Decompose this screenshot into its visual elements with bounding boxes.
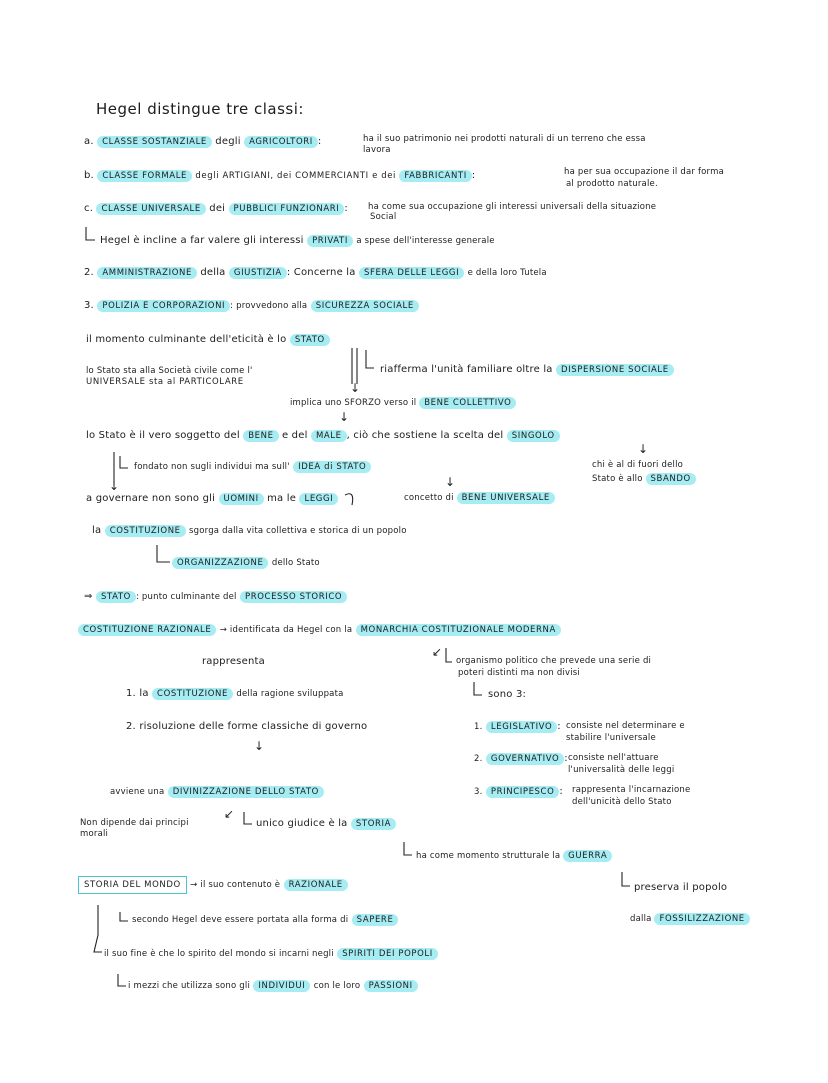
text: degli ARTIGIANI, dei COMMERCIANTI e dei — [195, 171, 396, 181]
sapere — [132, 914, 398, 926]
potere-3-desc2: dell'unicità dello Stato — [572, 797, 672, 807]
highlight: FABBRICANTI — [399, 170, 471, 182]
potere-3: 3. PRINCIPESCO : — [474, 786, 563, 797]
up-arrow-icon: ↙ — [224, 807, 235, 821]
text: ha come momento strutturale la — [416, 851, 561, 861]
stato-societa-2: UNIVERSALE sta al PARTICOLARE — [86, 377, 244, 387]
highlight: STATO — [96, 591, 136, 603]
highlight: SFERA DELLE LEGGI — [359, 267, 464, 279]
text: Hegel è incline a far valere gli interessi — [100, 235, 304, 246]
text: secondo Hegel deve essere portata alla forma di — [132, 915, 349, 925]
marker: 2. — [474, 754, 483, 764]
highlight: AMMINISTRAZIONE — [97, 267, 197, 279]
text: la — [92, 525, 102, 536]
text: : provvedono alla — [230, 301, 308, 311]
marker: 3. — [84, 300, 94, 311]
hook-connector — [244, 812, 252, 824]
highlight: INDIVIDUI — [253, 980, 310, 992]
text: dalla — [630, 914, 652, 924]
hook-connector — [157, 545, 170, 562]
highlight: AGRICOLTORI — [244, 136, 318, 148]
stato-societa: lo Stato sta alla Società civile come l' — [86, 366, 253, 376]
punto-2 — [84, 267, 547, 279]
marker: 1. — [474, 722, 483, 732]
rappresenta: rappresenta — [202, 656, 265, 667]
giudice — [256, 818, 396, 830]
highlight: BENE COLLETTIVO — [419, 397, 516, 409]
up-arrow-icon: ↙ — [432, 645, 443, 659]
marker: 3. — [474, 787, 483, 797]
non-dipende-2: morali — [80, 829, 109, 839]
costituzione-razionale — [78, 624, 561, 636]
hook-connector — [94, 905, 102, 952]
down-arrow-icon: ↓ — [638, 442, 649, 456]
concetto — [404, 493, 555, 503]
highlight: MONARCHIA COSTITUZIONALE MODERNA — [356, 624, 561, 636]
marker: ⇒ — [84, 591, 93, 602]
vero-soggetto — [86, 430, 560, 442]
text: dei — [209, 203, 226, 214]
potere-3-desc: rappresenta l'incarnazione — [572, 785, 691, 795]
hook-connector — [622, 872, 630, 886]
text: il momento culminante dell'eticità è lo — [86, 334, 287, 345]
highlight: STORIA — [351, 818, 396, 830]
text: e della loro Tutela — [467, 268, 547, 278]
culmine — [86, 334, 330, 346]
text: a spese dell'interesse generale — [356, 236, 495, 246]
organizzazione — [172, 557, 320, 569]
hook-connector — [120, 912, 128, 921]
text: degli — [215, 136, 241, 147]
text: → identificata da Hegel con la — [219, 625, 353, 635]
highlight: IDEA di STATO — [293, 461, 371, 473]
text: a governare non sono gli — [86, 493, 216, 504]
fuori-2 — [592, 474, 696, 484]
text: con le loro — [313, 981, 361, 991]
classe-c-desc: ha come sua occupazione gli interessi universali della situazione — [368, 202, 657, 212]
highlight: STATO — [290, 334, 330, 346]
marker: b. — [84, 170, 94, 181]
marker: 2. — [84, 267, 94, 278]
organismo-2: poteri distinti ma non divisi — [458, 668, 580, 678]
hook-connector — [366, 350, 374, 368]
classe-c: c. CLASSE UNIVERSALE dei PUBBLICI FUNZIONARI : — [84, 203, 348, 214]
highlight: DIVINIZZAZIONE DELLO STATO — [168, 786, 324, 798]
costituzione — [92, 525, 407, 537]
highlight: PUBBLICI FUNZIONARI — [229, 203, 345, 215]
punto-3 — [84, 300, 419, 312]
down-arrow-icon: ↓ — [350, 381, 361, 395]
highlight: GOVERNATIVO — [486, 753, 564, 765]
highlight: PROCESSO STORICO — [240, 591, 347, 603]
text: unico giudice è la — [256, 818, 348, 829]
classe-c-desc2: Social — [370, 212, 397, 222]
classe-a-desc2: lavora — [363, 145, 391, 155]
highlight: COSTITUZIONE — [152, 688, 233, 700]
mezzi — [128, 980, 418, 992]
text: avviene una — [110, 787, 165, 797]
text: sgorga dalla vita collettiva e storica di un popolo — [189, 526, 407, 536]
highlight: FOSSILIZZAZIONE — [654, 913, 749, 925]
text: risoluzione delle forme classiche di governo — [139, 721, 368, 732]
highlight: ORGANIZZAZIONE — [172, 557, 268, 569]
text: → il suo contenuto è — [190, 880, 281, 890]
hook-connector — [118, 974, 126, 986]
highlight: SBANDO — [646, 473, 696, 485]
text: concetto di — [404, 493, 454, 503]
highlight: SAPERE — [352, 914, 399, 926]
fuori: chi è al di fuori dello — [592, 460, 684, 470]
potere-2-desc: consiste nell'attuare — [568, 753, 659, 763]
marker: a. — [84, 136, 94, 147]
fondato — [134, 461, 371, 473]
highlight: PRIVATI — [307, 235, 353, 247]
hook-connector — [404, 842, 412, 855]
text: ma le — [267, 493, 297, 504]
hook-connector — [86, 227, 95, 240]
text: , ciò che sostiene la scelta del — [346, 430, 504, 441]
hook-connector — [446, 648, 452, 662]
highlight: SICUREZZA SOCIALE — [311, 300, 419, 312]
potere-2: 2. GOVERNATIVO : — [474, 753, 568, 764]
note-privati — [100, 235, 495, 247]
highlight: CLASSE SOSTANZIALE — [97, 136, 212, 148]
highlight: CLASSE FORMALE — [97, 170, 192, 182]
text: : punto culminante del — [135, 592, 237, 602]
guerra — [416, 851, 612, 861]
classe-b-desc: ha per sua occupazione il dar forma — [564, 167, 724, 177]
classe-b: b. CLASSE FORMALE degli ARTIGIANI, dei COMMERCIANTI e dei FABBRICANTI : — [84, 170, 476, 181]
highlight: GIUSTIZIA — [229, 267, 287, 279]
potere-2-desc2: l'universalità delle leggi — [568, 765, 675, 775]
text: della ragione sviluppata — [236, 689, 344, 699]
classe-b-desc2: al prodotto naturale. — [566, 179, 658, 189]
text: e del — [281, 430, 308, 441]
highlight: UOMINI — [219, 493, 264, 505]
divinizzazione — [110, 786, 324, 798]
storia-mondo-box: STORIA DEL MONDO — [78, 876, 187, 894]
rapp-item-2 — [126, 721, 367, 733]
text: dello Stato — [271, 558, 320, 568]
highlight: DISPERSIONE SOCIALE — [556, 364, 674, 376]
down-arrow-icon: ↓ — [109, 479, 120, 493]
classe-a: a. CLASSE SOSTANZIALE degli AGRICOLTORI : — [84, 136, 322, 147]
marker: 1. — [126, 688, 136, 699]
fossilizzazione — [630, 914, 750, 924]
text: i mezzi che utilizza sono gli — [128, 981, 251, 991]
text: il suo fine è che lo spirito del mondo si incarni negli — [104, 949, 334, 959]
highlight: LEGGI — [299, 493, 338, 505]
hook-connector — [474, 682, 482, 695]
potere-1-desc2: stabilire l'universale — [566, 733, 656, 743]
highlight: MALE — [311, 430, 347, 442]
text: fondato non sugli individui ma sull' — [134, 462, 290, 472]
sono-tre: sono 3: — [488, 689, 527, 700]
stato-punto — [84, 591, 347, 603]
preserva: preserva il popolo — [634, 882, 728, 893]
text: Stato è allo — [592, 474, 643, 484]
highlight: COSTITUZIONE RAZIONALE — [78, 624, 216, 636]
highlight: CLASSE UNIVERSALE — [96, 203, 205, 215]
highlight: PRINCIPESCO — [486, 786, 559, 798]
storia-mondo — [78, 879, 348, 891]
down-arrow-icon: ↓ — [339, 410, 350, 424]
down-arrow-icon: ↓ — [445, 475, 456, 489]
potere-1-desc: consiste nel determinare e — [566, 721, 685, 731]
hook-connector — [120, 456, 128, 468]
text: riafferma l'unità familiare oltre la — [380, 364, 553, 375]
riafferma — [380, 364, 674, 376]
text: implica uno SFORZO verso il — [290, 398, 417, 408]
highlight: LEGISLATIVO — [486, 721, 557, 733]
highlight: RAZIONALE — [284, 879, 348, 891]
highlight: BENE UNIVERSALE — [457, 492, 555, 504]
highlight: POLIZIA E CORPORAZIONI — [97, 300, 230, 312]
classe-a-desc: ha il suo patrimonio nei prodotti naturali di un terreno che essa — [363, 134, 646, 144]
marker: 2. — [126, 721, 136, 732]
highlight: SINGOLO — [507, 430, 560, 442]
down-arrow-icon: ↓ — [254, 739, 265, 753]
rapp-item-1 — [126, 688, 344, 700]
highlight: GUERRA — [563, 850, 612, 862]
non-dipende: Non dipende dai principi — [80, 818, 189, 828]
text: la — [139, 688, 149, 699]
highlight: BENE — [243, 430, 278, 442]
potere-1: 1. LEGISLATIVO : — [474, 721, 561, 732]
highlight: COSTITUZIONE — [105, 525, 186, 537]
hook-connector — [345, 494, 353, 505]
marker: c. — [84, 203, 94, 214]
text: della — [200, 267, 226, 278]
organismo: organismo politico che prevede una serie di — [456, 656, 652, 666]
highlight: SPIRITI DEI POPOLI — [337, 948, 438, 960]
highlight: PASSIONI — [364, 980, 418, 992]
page-title: Hegel distingue tre classi: — [96, 100, 304, 118]
governare — [86, 493, 338, 505]
sforzo — [290, 398, 516, 408]
text: lo Stato è il vero soggetto del — [86, 430, 240, 441]
text: : Concerne la — [286, 267, 356, 278]
spirito — [104, 948, 438, 960]
